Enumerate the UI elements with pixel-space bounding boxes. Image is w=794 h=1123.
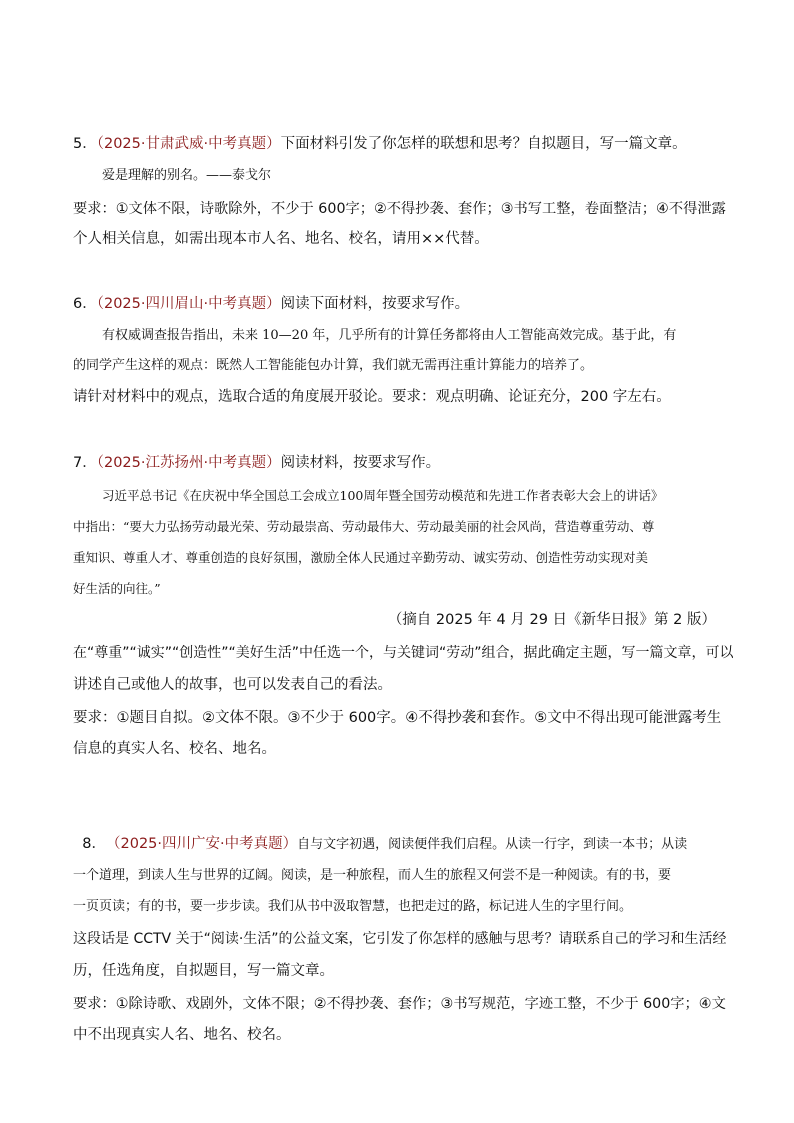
q8-header	[73, 834, 687, 855]
q5-quote: 爱是理解的别名。——泰戈尔	[102, 168, 272, 183]
q6-source: （2025·四川眉山·中考真题）	[96, 296, 281, 312]
q7-task-line-2: 讲述自己或他人的故事，也可以发表自己的看法。	[73, 677, 392, 693]
q7-source: （2025·江苏扬州·中考真题）	[96, 455, 281, 471]
q8-material-line-2: 一个道理，到读人生与世界的辽阔。阅读，是一种旅程，而人生的旅程又何尝不是一种阅读。有的书，要	[73, 868, 672, 883]
q5-prompt: 下面材料引发了你怎样的联想和思考？自拟题目，写一篇文章。	[280, 136, 687, 152]
q8-source: （2025·四川广安·中考真题）	[106, 836, 298, 852]
q7-header	[73, 453, 440, 473]
q5-requirement-line-2: 个人相关信息，如需出现本市人名、地名、校名，请用××代替。	[73, 231, 489, 247]
q7-task-line-1: 在“尊重”“诚实”“创造性”“美好生活”中任选一个，与关键词“劳动”组合，据此确定主题，写一篇文章，可以	[73, 645, 734, 661]
q5-header	[73, 134, 687, 154]
q6-requirement: 请针对材料中的观点，选取合适的角度展开驳论。要求：观点明确、论证充分，200 字左右。	[73, 389, 671, 405]
q8-requirement-line-2: 中不出现真实人名、地名、校名。	[73, 1027, 291, 1043]
q5-source: （2025·甘肃武威·中考真题）	[96, 136, 281, 152]
q6-material-line-1: 有权威调查报告指出，未来 10—20 年，几乎所有的计算任务都将由人工智能高效完成。基于此，有	[102, 328, 677, 343]
q8-number: 8．	[82, 836, 106, 852]
q8-material-line-3: 一页页读；有的书，要一步步读。我们从书中汲取智慧，也把走过的路，标记进人生的字里行间。	[73, 899, 633, 914]
q7-citation: （摘自 2025 年 4 月 29 日《新华日报》第 2 版）	[387, 612, 716, 628]
q8-material-line-1: 自与文字初遇，阅读便伴我们启程。从读一行字，到读一本书；从读	[297, 837, 688, 852]
q7-material-line-2: 中指出：“要大力弘扬劳动最光荣、劳动最崇高、劳动最伟大、劳动最美丽的社会风尚，营造尊重劳动、尊	[73, 519, 655, 534]
q8-task-line-1: 这段话是 CCTV 关于“阅读·生活”的公益文案，它引发了你怎样的感触与思考？请联系自己的学习和生活经	[73, 931, 727, 947]
q6-material-line-2: 的同学产生这样的观点：既然人工智能能包办计算，我们就无需再注重计算能力的培养了。	[73, 358, 594, 373]
q7-requirement-line-1: 要求：①题目自拟。②文体不限。③不少于 600字。④不得抄袭和套作。⑤文中不得出现可能泄露考生	[73, 710, 722, 726]
q6-header	[73, 294, 469, 314]
q8-task-line-2: 历，任选角度，自拟题目，写一篇文章。	[73, 963, 334, 979]
q7-material-line-3: 重知识、尊重人才、尊重创造的良好氛围，激励全体人民通过辛勤劳动、诚实劳动、创造性劳动实现对美	[73, 550, 649, 565]
q7-prompt: 阅读材料，按要求写作。	[280, 455, 441, 471]
q7-material-line-1: 习近平总书记《在庆祝中华全国总工会成立100周年暨全国劳动模范和先进工作者表彰大会上的讲话》	[102, 488, 664, 503]
q6-number: 6．	[73, 296, 97, 312]
q7-material-line-4: 好生活的向往。”	[73, 581, 161, 596]
q8-requirement-line-1: 要求：①除诗歌、戏剧外，文体不限；②不得抄袭、套作；③书写规范，字迹工整，不少于 600字；④文	[73, 996, 726, 1012]
q7-number: 7．	[73, 455, 97, 471]
q7-requirement-line-2: 信息的真实人名、校名、地名。	[73, 741, 276, 757]
q5-requirement-line-1: 要求：①文体不限，诗歌除外，不少于 600字；②不得抄袭、套作；③书写工整，卷面整洁；④不得泄露	[73, 201, 726, 217]
q5-number: 5．	[73, 136, 97, 152]
q6-prompt: 阅读下面材料，按要求写作。	[280, 296, 470, 312]
